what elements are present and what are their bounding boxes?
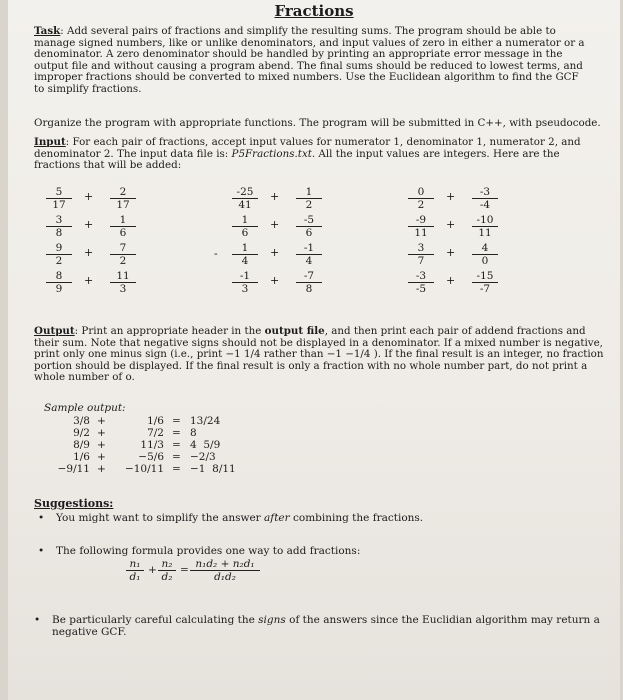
addend-1: 3/8	[73, 415, 90, 427]
addend-2: 7/2	[147, 427, 164, 439]
bullet-icon: •	[38, 545, 45, 557]
numerator: 9	[46, 242, 72, 255]
numerator: -7	[296, 270, 322, 283]
plus-sign: +	[97, 463, 106, 475]
numerator: -9	[408, 214, 434, 227]
plus-sign: +	[270, 218, 280, 231]
suggestion-item	[38, 512, 601, 524]
worksheet-page	[8, 0, 620, 700]
fraction	[46, 242, 72, 267]
addend-1: 9/2	[73, 427, 90, 439]
sample-output-heading: Sample output:	[44, 402, 126, 414]
addend-2: 1/6	[147, 415, 164, 427]
denominator: 41	[238, 199, 252, 211]
suggestion-item	[38, 545, 601, 557]
numerator: -1	[232, 270, 258, 283]
denominator: 17	[116, 199, 130, 211]
sample-row	[44, 439, 304, 451]
fraction	[408, 186, 434, 211]
fraction-pair	[406, 242, 526, 268]
input-filename: P5Fractions.txt	[231, 147, 312, 160]
formula-numerator: n₁d₂ + n₂d₁	[190, 558, 260, 571]
sum-result: −2/3	[190, 451, 216, 463]
denominator: 3	[119, 283, 127, 295]
input-label: Input	[34, 136, 66, 148]
numerator: 1	[296, 186, 322, 199]
addend-1: 8/9	[73, 439, 90, 451]
suggestion-text-pre: You might want to simplify the answer	[56, 512, 265, 524]
fraction	[46, 186, 72, 211]
sum-result: 13/24	[190, 415, 221, 427]
fraction	[46, 214, 72, 239]
output-bold: output file	[264, 325, 325, 337]
plus-sign: +	[97, 439, 106, 451]
denominator: -5	[415, 283, 427, 295]
fraction	[296, 270, 322, 295]
plus-sign: +	[446, 190, 456, 203]
formula-numerator: n₂	[158, 558, 176, 571]
numerator: 3	[46, 214, 72, 227]
fraction	[232, 214, 258, 239]
denominator: 11	[414, 227, 428, 239]
fraction-pair	[214, 242, 350, 268]
fraction	[110, 242, 136, 267]
formula-plus: +	[148, 564, 157, 576]
plus-sign: +	[270, 274, 280, 287]
sample-row	[44, 451, 304, 463]
fraction-pair	[406, 214, 526, 240]
bullet-icon: •	[34, 614, 41, 626]
fraction-pair	[230, 186, 350, 212]
fraction	[232, 186, 258, 211]
denominator: 11	[478, 227, 492, 239]
input-text-1: : For each pair of fractions, accept input values for numerator 1, denominator 1, numerator 2, and denominator 2. The input data file is:	[34, 136, 581, 160]
stray-minus-sign: -	[214, 247, 218, 260]
sum-result: −1 8/11	[190, 463, 236, 475]
addend-2: −10/11	[124, 463, 164, 475]
output-paragraph	[34, 326, 604, 384]
addend-1: −9/11	[57, 463, 90, 475]
numerator: 5	[46, 186, 72, 199]
denominator: 2	[55, 255, 63, 267]
plus-sign: +	[84, 190, 94, 203]
plus-sign: +	[97, 415, 106, 427]
numerator: -3	[408, 270, 434, 283]
numerator: 1	[110, 214, 136, 227]
numerator: 8	[46, 270, 72, 283]
denominator: 2	[305, 199, 313, 211]
equals-sign: =	[172, 415, 181, 427]
fraction	[472, 242, 498, 267]
denominator: 8	[55, 227, 63, 239]
fraction	[110, 186, 136, 211]
fraction-pair	[406, 270, 526, 296]
equals-sign: =	[172, 463, 181, 475]
fraction-pair	[230, 270, 350, 296]
fraction	[232, 270, 258, 295]
denominator: 0	[481, 255, 489, 267]
sum-result: 4 5/9	[190, 439, 221, 451]
numerator: -3	[472, 186, 498, 199]
denominator: 6	[241, 227, 249, 239]
fraction	[472, 214, 498, 239]
plus-sign: +	[84, 246, 94, 259]
formula-denominator: d₁d₂	[214, 571, 236, 583]
suggestion-emphasis: signs	[258, 614, 286, 626]
plus-sign: +	[270, 190, 280, 203]
organize-paragraph: Organize the program with appropriate functions. The program will be submitted in C++, with pseudocode.	[34, 117, 601, 129]
sample-row	[44, 427, 304, 439]
output-label: Output	[34, 325, 75, 337]
fraction	[110, 270, 136, 295]
numerator: -1	[296, 242, 322, 255]
numerator: 3	[408, 242, 434, 255]
denominator: 2	[119, 255, 127, 267]
plus-sign: +	[446, 246, 456, 259]
plus-sign: +	[270, 246, 280, 259]
fraction	[296, 242, 322, 267]
numerator: 2	[110, 186, 136, 199]
suggestions-title: Suggestions:	[34, 497, 114, 510]
task-paragraph	[34, 26, 590, 96]
sum-result: 8	[190, 427, 197, 439]
formula-fraction-2	[158, 558, 176, 583]
sample-output-table	[44, 415, 304, 475]
suggestion-text-post: of the answers since the Euclidian algorithm may return a negative GCF.	[52, 614, 600, 638]
formula-numerator: n₁	[126, 558, 144, 571]
denominator: 2	[417, 199, 425, 211]
fraction	[472, 186, 498, 211]
fraction	[296, 186, 322, 211]
formula-denominator: d₁	[129, 571, 141, 583]
suggestion-emphasis: after	[264, 512, 290, 524]
denominator: 17	[52, 199, 66, 211]
page-title: Fractions	[274, 2, 354, 20]
fraction	[472, 270, 498, 295]
fraction-pair	[44, 186, 164, 212]
formula-equals: =	[180, 564, 189, 576]
denominator: 4	[241, 255, 249, 267]
output-text-1: : Print an appropriate header in the	[74, 325, 265, 337]
fraction	[110, 214, 136, 239]
denominator: -7	[479, 283, 491, 295]
fraction-pair	[230, 214, 350, 240]
suggestion-text-pre: Be particularly careful calculating the	[52, 614, 259, 626]
denominator: 6	[119, 227, 127, 239]
fraction-pair	[44, 242, 164, 268]
task-label: Task	[34, 25, 61, 37]
equals-sign: =	[172, 451, 181, 463]
numerator: -5	[296, 214, 322, 227]
denominator: 9	[55, 283, 63, 295]
input-text-2: . All the input values are integers. Here are the fractions that will be added:	[34, 147, 560, 172]
addend-2: −5/6	[138, 451, 164, 463]
denominator: 8	[305, 283, 313, 295]
plus-sign: +	[446, 218, 456, 231]
fraction	[232, 242, 258, 267]
suggestion-text-post: combining the fractions.	[289, 512, 424, 524]
numerator: -25	[232, 186, 258, 199]
fraction-pair	[406, 186, 526, 212]
formula-denominator: d₂	[161, 571, 173, 583]
denominator: -4	[479, 199, 491, 211]
fraction	[296, 214, 322, 239]
numerator: 0	[408, 186, 434, 199]
numerator: 11	[110, 270, 136, 283]
plus-sign: +	[446, 274, 456, 287]
numerator: -15	[472, 270, 498, 283]
fraction-pair	[44, 270, 164, 296]
denominator: 3	[241, 283, 249, 295]
plus-sign: +	[97, 427, 106, 439]
task-text: : Add several pairs of fractions and simplify the resulting sums. The program should be able to manage signed numbers, like or unlike denominators, and input values of zero in either a numerator or a denominator. A zero denominator should be handled by printing an appropriate error message in the output file and without causing a program abend. The final sums should be reduced to lowest terms, and improper fractions should be converted to mixed numbers. Use the Euclidean algorithm to find the GCF to simplify fractions.	[34, 25, 585, 95]
suggestion-text: The following formula provides one way to add fractions:	[56, 545, 361, 557]
sample-row	[44, 415, 304, 427]
numerator: 1	[232, 214, 258, 227]
numerator: 7	[110, 242, 136, 255]
addend-1: 1/6	[73, 451, 90, 463]
addend-2: 11/3	[140, 439, 164, 451]
fraction-pair	[44, 214, 164, 240]
equals-sign: =	[172, 427, 181, 439]
plus-sign: +	[84, 274, 94, 287]
numerator: 4	[472, 242, 498, 255]
fraction	[408, 270, 434, 295]
fraction	[408, 214, 434, 239]
denominator: 6	[305, 227, 313, 239]
suggestion-item	[34, 614, 602, 638]
formula-result	[190, 558, 260, 583]
fraction	[46, 270, 72, 295]
plus-sign: +	[84, 218, 94, 231]
equals-sign: =	[172, 439, 181, 451]
denominator: 7	[417, 255, 425, 267]
denominator: 4	[305, 255, 313, 267]
numerator: 1	[232, 242, 258, 255]
formula-fraction-1	[126, 558, 144, 583]
numerator: -10	[472, 214, 498, 227]
fraction	[408, 242, 434, 267]
output-text-2: , and then print each pair of addend fractions and their sum. Note that negative signs should not be displayed in a denominator. If a mixed number is negative, print only one minus sign (i.e., print −1 1/4 rather than −1 −1/4 ). If the final result is an integer, no fraction portion should be displayed. If the final result is only a fraction with no whole number part, do not print a whole number of o.	[34, 325, 604, 384]
bullet-icon: •	[38, 512, 45, 524]
input-paragraph	[34, 137, 590, 172]
sample-row	[44, 463, 304, 475]
plus-sign: +	[97, 451, 106, 463]
